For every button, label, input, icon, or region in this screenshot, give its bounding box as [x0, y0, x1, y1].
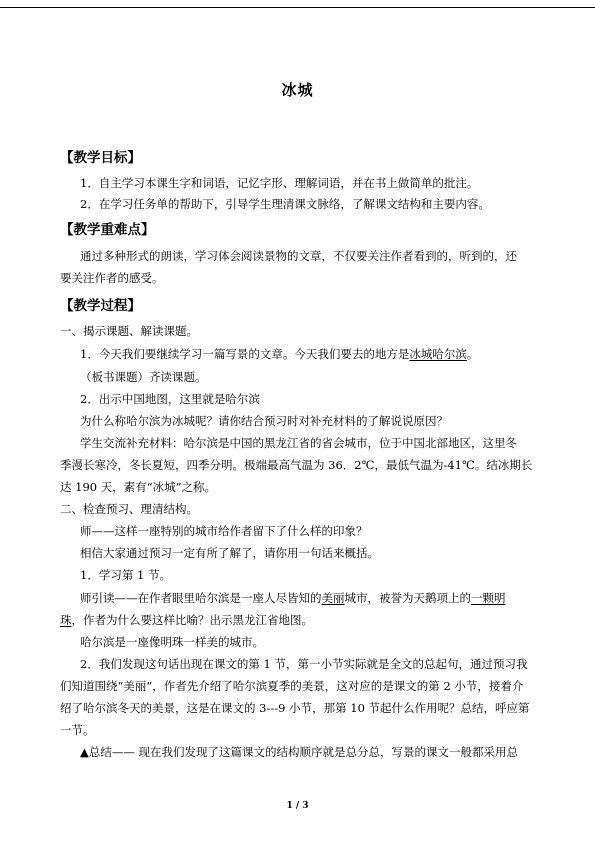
process-line: 2．我们发现这句话出现在课文的第 1 节，第一小节实际就是全文的总起句，通过预习我 — [80, 657, 528, 671]
text-run: 城市，被誉为天鹅项上的 — [344, 591, 471, 605]
process-line: 一节。 — [60, 723, 95, 737]
section-heading-process: 【教学过程】 — [60, 298, 141, 314]
process-line: 二、检查预习、理清结构。 — [60, 502, 198, 516]
text-run: 。 — [466, 347, 479, 361]
page-number: 1 / 3 — [286, 801, 309, 811]
underlined-text: 一颗明 — [471, 591, 506, 605]
section-heading-key-points: 【教学重难点】 — [60, 222, 155, 238]
goal-item-2: 2．在学习任务单的帮助下，引导学生理清课文脉络，了解课文结构和主要内容。 — [80, 197, 490, 211]
process-line — [80, 591, 506, 605]
process-line: 们知道围绕“美丽”，作者先介绍了哈尔滨夏季的美景，这对应的是课文的第 2 小节，接着介 — [60, 679, 524, 693]
underlined-text: 珠 — [60, 613, 72, 627]
process-line: 师——这样一座特别的城市给作者留下了什么样的印象？ — [80, 524, 368, 538]
process-line: 一、揭示课题、解读课题。 — [60, 324, 198, 338]
process-line: 为什么称哈尔滨为冰城呢？请你结合预习时对补充材料的了解说说原因？ — [80, 414, 448, 428]
key-points-line-1: 通过多种形式的朗读，学习体会阅读景物的文章，不仅要关注作者看到的，听到的，还 — [80, 249, 517, 263]
process-line: 季漫长寒冷，冬长夏短，四季分明。极端最高气温为 36．2℃，最低气温为-41℃。结冰期长 — [60, 458, 533, 472]
section-heading-goals: 【教学目标】 — [60, 150, 141, 166]
text-run: 师引读——在作者眼里哈尔滨是一座人尽皆知的 — [80, 591, 322, 605]
process-line: 2．出示中国地图，这里就是哈尔滨 — [80, 392, 260, 406]
process-line: 学生交流补充材料：哈尔滨是中国的黑龙江省的省会城市，位于中国北部地区，这里冬 — [80, 436, 517, 450]
process-line — [80, 347, 478, 361]
process-line: 绍了哈尔滨冬天的美景，这是在课文的 3---9 小节，那第 10 节起什么作用呢？总结，呼应第 — [60, 701, 530, 715]
text-run: 1．今天我们要继续学习一篇写景的文章。今天我们要去的地方是 — [80, 347, 410, 361]
goal-item-1: 1．自主学习本课生字和词语，记忆字形、理解词语，并在书上做简单的批注。 — [80, 176, 479, 190]
process-line: 哈尔滨是一座像明珠一样美的城市。 — [80, 635, 264, 649]
process-line: 1．学习第 1 节。 — [80, 568, 171, 582]
process-line: 达 190 天，素有“冰城”之称。 — [60, 480, 217, 494]
underlined-text: 冰城哈尔滨 — [409, 347, 467, 361]
process-line: （板书课题）齐读课题。 — [80, 370, 207, 384]
underlined-text: 美丽 — [321, 591, 345, 605]
text-run: ，作者为什么要这样比喻？出示黑龙江省地图。 — [71, 613, 313, 627]
process-line: 相信大家通过预习一定有所了解了，请你用一句话来概括。 — [80, 546, 379, 560]
document-title: 冰城 — [281, 81, 314, 99]
process-line — [60, 613, 313, 627]
process-line: ▲总结—— 现在我们发现了这篇课文的结构顺序就是总分总，写景的课文一般都采用总 — [80, 745, 518, 759]
key-points-line-2: 要关注作者的感受。 — [60, 271, 164, 285]
